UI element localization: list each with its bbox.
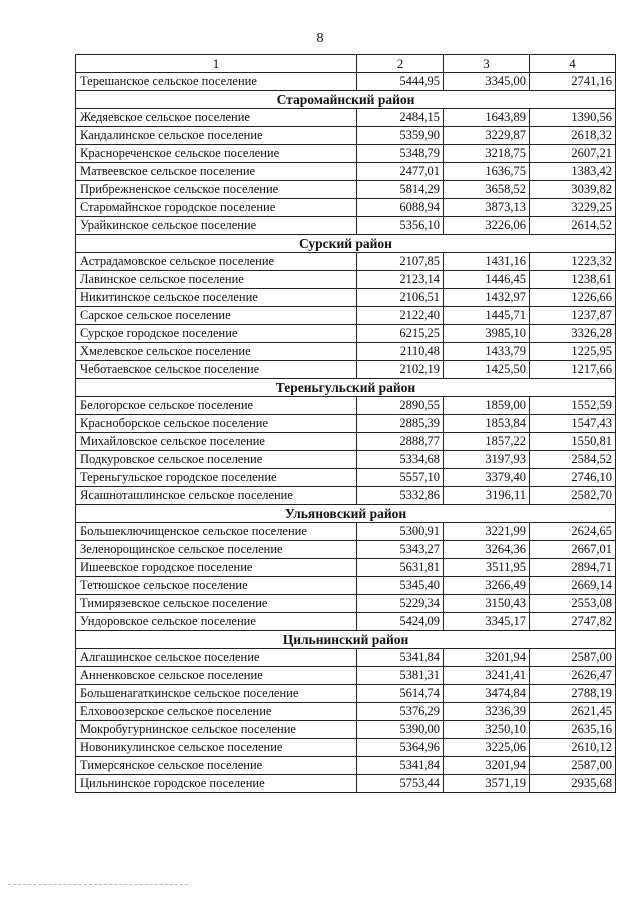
- settlement-name: Кандалинское сельское поселение: [76, 127, 357, 145]
- value-col-4: 1217,66: [530, 361, 616, 379]
- value-col-2: 6088,94: [357, 199, 444, 217]
- value-col-3: 3229,87: [444, 127, 530, 145]
- value-col-2: 2484,15: [357, 109, 444, 127]
- table-row: [76, 73, 616, 91]
- value-col-2: 5424,09: [357, 613, 444, 631]
- district-title: Сурский район: [76, 235, 616, 253]
- value-col-4: 1225,95: [530, 343, 616, 361]
- table-row: [76, 739, 616, 757]
- value-col-4: 1226,66: [530, 289, 616, 307]
- value-col-4: 2667,01: [530, 541, 616, 559]
- table-row: [76, 181, 616, 199]
- value-col-3: 3201,94: [444, 757, 530, 775]
- table-row: [76, 775, 616, 793]
- settlement-name: Ишеевское городское поселение: [76, 559, 357, 577]
- settlement-name: Ундоровское сельское поселение: [76, 613, 357, 631]
- value-col-4: 2741,16: [530, 73, 616, 91]
- value-col-2: 2107,85: [357, 253, 444, 271]
- value-col-4: 2635,16: [530, 721, 616, 739]
- value-col-3: 3474,84: [444, 685, 530, 703]
- table-row: [76, 415, 616, 433]
- value-col-2: 5348,79: [357, 145, 444, 163]
- settlement-name: Белогорское сельское поселение: [76, 397, 357, 415]
- value-col-3: 1446,45: [444, 271, 530, 289]
- value-col-3: 3201,94: [444, 649, 530, 667]
- settlement-name: Сарское сельское поселение: [76, 307, 357, 325]
- value-col-2: 2890,55: [357, 397, 444, 415]
- value-col-3: 1857,22: [444, 433, 530, 451]
- table-header-row: [76, 55, 616, 73]
- value-col-4: 3229,25: [530, 199, 616, 217]
- settlement-name: Старомайнское городское поселение: [76, 199, 357, 217]
- table-row: [76, 145, 616, 163]
- column-header: 3: [444, 55, 530, 73]
- value-col-3: 3266,49: [444, 577, 530, 595]
- value-col-2: 5332,86: [357, 487, 444, 505]
- settlement-name: Анненковское сельское поселение: [76, 667, 357, 685]
- value-col-3: 3264,36: [444, 541, 530, 559]
- value-col-2: 5359,90: [357, 127, 444, 145]
- table-row: [76, 667, 616, 685]
- value-col-4: 1237,87: [530, 307, 616, 325]
- table-row: [76, 595, 616, 613]
- value-col-2: 5341,84: [357, 757, 444, 775]
- value-col-2: 5381,31: [357, 667, 444, 685]
- value-col-2: 5341,84: [357, 649, 444, 667]
- settlement-name: Урайкинское сельское поселение: [76, 217, 357, 235]
- scan-edge-mark: [8, 884, 188, 886]
- value-col-4: 2624,65: [530, 523, 616, 541]
- table-row: [76, 703, 616, 721]
- value-col-4: 1223,32: [530, 253, 616, 271]
- value-col-4: 2584,52: [530, 451, 616, 469]
- value-col-3: 3226,06: [444, 217, 530, 235]
- district-title: Ульяновский район: [76, 505, 616, 523]
- value-col-4: 2610,12: [530, 739, 616, 757]
- settlement-name: Прибрежненское сельское поселение: [76, 181, 357, 199]
- table-row: [76, 613, 616, 631]
- table-row: [76, 163, 616, 181]
- settlement-name: Большенагаткинское сельское поселение: [76, 685, 357, 703]
- value-col-3: 3218,75: [444, 145, 530, 163]
- settlement-name: Лавинское сельское поселение: [76, 271, 357, 289]
- value-col-2: 5753,44: [357, 775, 444, 793]
- value-col-2: 5557,10: [357, 469, 444, 487]
- table-row: [76, 523, 616, 541]
- settlement-name: Терешанское сельское поселение: [76, 73, 357, 91]
- value-col-2: 2888,77: [357, 433, 444, 451]
- table-row: [76, 685, 616, 703]
- table-row: [76, 343, 616, 361]
- district-header-row: [76, 505, 616, 523]
- value-col-2: 5444,95: [357, 73, 444, 91]
- table-row: [76, 289, 616, 307]
- value-col-3: 3511,95: [444, 559, 530, 577]
- settlement-name: Сурское городское поселение: [76, 325, 357, 343]
- settlements-table: [75, 54, 616, 793]
- value-col-3: 1425,50: [444, 361, 530, 379]
- district-header-row: [76, 379, 616, 397]
- table-row: [76, 199, 616, 217]
- value-col-2: 2102,19: [357, 361, 444, 379]
- table-row: [76, 451, 616, 469]
- value-col-2: 2122,40: [357, 307, 444, 325]
- value-col-2: 5300,91: [357, 523, 444, 541]
- settlement-name: Астрадамовское сельское поселение: [76, 253, 357, 271]
- value-col-4: 2669,14: [530, 577, 616, 595]
- settlement-name: Чеботаевское сельское поселение: [76, 361, 357, 379]
- value-col-2: 5614,74: [357, 685, 444, 703]
- district-header-row: [76, 631, 616, 649]
- value-col-3: 1431,16: [444, 253, 530, 271]
- settlement-name: Елховоозерское сельское поселение: [76, 703, 357, 721]
- settlement-name: Цильнинское городское поселение: [76, 775, 357, 793]
- value-col-4: 2935,68: [530, 775, 616, 793]
- settlement-name: Никитинское сельское поселение: [76, 289, 357, 307]
- settlement-name: Матвеевское сельское поселение: [76, 163, 357, 181]
- settlement-name: Тимирязевское сельское поселение: [76, 595, 357, 613]
- value-col-4: 2587,00: [530, 757, 616, 775]
- value-col-3: 3241,41: [444, 667, 530, 685]
- table-row: [76, 541, 616, 559]
- value-col-4: 1552,59: [530, 397, 616, 415]
- table-row: [76, 307, 616, 325]
- value-col-4: 2621,45: [530, 703, 616, 721]
- settlement-name: Тимерсянское сельское поселение: [76, 757, 357, 775]
- value-col-3: 3225,06: [444, 739, 530, 757]
- value-col-2: 5345,40: [357, 577, 444, 595]
- value-col-3: 3197,93: [444, 451, 530, 469]
- value-col-2: 2123,14: [357, 271, 444, 289]
- table-row: [76, 721, 616, 739]
- value-col-4: 2607,21: [530, 145, 616, 163]
- value-col-2: 2106,51: [357, 289, 444, 307]
- value-col-3: 1859,00: [444, 397, 530, 415]
- value-col-3: 3196,11: [444, 487, 530, 505]
- value-col-2: 2885,39: [357, 415, 444, 433]
- column-header: 4: [530, 55, 616, 73]
- settlement-name: Подкуровское сельское поселение: [76, 451, 357, 469]
- value-col-2: 5343,27: [357, 541, 444, 559]
- value-col-2: 5334,68: [357, 451, 444, 469]
- value-col-4: 2788,19: [530, 685, 616, 703]
- table-row: [76, 361, 616, 379]
- value-col-4: 1547,43: [530, 415, 616, 433]
- value-col-4: 2894,71: [530, 559, 616, 577]
- value-col-3: 3571,19: [444, 775, 530, 793]
- district-title: Тереньгульский район: [76, 379, 616, 397]
- settlement-name: Тетюшское сельское поселение: [76, 577, 357, 595]
- settlement-name: Большеключищенское сельское поселение: [76, 523, 357, 541]
- settlement-name: Жедяевское сельское поселение: [76, 109, 357, 127]
- settlement-name: Зеленорощинское сельское поселение: [76, 541, 357, 559]
- table-row: [76, 109, 616, 127]
- value-col-4: 2614,52: [530, 217, 616, 235]
- table-row: [76, 757, 616, 775]
- settlement-name: Михайловское сельское поселение: [76, 433, 357, 451]
- value-col-4: 3039,82: [530, 181, 616, 199]
- table-row: [76, 487, 616, 505]
- district-title: Старомайнский район: [76, 91, 616, 109]
- district-header-row: [76, 235, 616, 253]
- value-col-2: 5229,34: [357, 595, 444, 613]
- value-col-2: 2110,48: [357, 343, 444, 361]
- value-col-3: 3658,52: [444, 181, 530, 199]
- district-header-row: [76, 91, 616, 109]
- value-col-4: 1550,81: [530, 433, 616, 451]
- value-col-3: 1445,71: [444, 307, 530, 325]
- value-col-2: 5364,96: [357, 739, 444, 757]
- value-col-2: 5631,81: [357, 559, 444, 577]
- district-title: Цильнинский район: [76, 631, 616, 649]
- value-col-3: 3985,10: [444, 325, 530, 343]
- value-col-3: 3379,40: [444, 469, 530, 487]
- settlement-name: Тереньгульское городское поселение: [76, 469, 357, 487]
- value-col-4: 2626,47: [530, 667, 616, 685]
- table-row: [76, 559, 616, 577]
- value-col-3: 3150,43: [444, 595, 530, 613]
- value-col-3: 1433,79: [444, 343, 530, 361]
- settlement-name: Алгашинское сельское поселение: [76, 649, 357, 667]
- table-row: [76, 397, 616, 415]
- settlement-name: Ясашноташлинское сельское поселение: [76, 487, 357, 505]
- settlement-name: Мокробугурнинское сельское поселение: [76, 721, 357, 739]
- table-row: [76, 253, 616, 271]
- value-col-2: 6215,25: [357, 325, 444, 343]
- value-col-3: 3221,99: [444, 523, 530, 541]
- value-col-4: 1383,42: [530, 163, 616, 181]
- settlement-name: Красноборское сельское поселение: [76, 415, 357, 433]
- settlement-name: Новоникулинское сельское поселение: [76, 739, 357, 757]
- value-col-2: 5356,10: [357, 217, 444, 235]
- value-col-4: 2618,32: [530, 127, 616, 145]
- table-row: [76, 433, 616, 451]
- table-row: [76, 217, 616, 235]
- value-col-2: 5376,29: [357, 703, 444, 721]
- value-col-3: 3345,00: [444, 73, 530, 91]
- value-col-4: 2553,08: [530, 595, 616, 613]
- table-row: [76, 271, 616, 289]
- value-col-3: 1643,89: [444, 109, 530, 127]
- table-row: [76, 127, 616, 145]
- value-col-3: 1432,97: [444, 289, 530, 307]
- value-col-3: 3236,39: [444, 703, 530, 721]
- table-body: [76, 55, 616, 793]
- table-row: [76, 649, 616, 667]
- table-row: [76, 469, 616, 487]
- settlement-name: Краснореченское сельское поселение: [76, 145, 357, 163]
- value-col-3: 3873,13: [444, 199, 530, 217]
- value-col-2: 5390,00: [357, 721, 444, 739]
- value-col-4: 2582,70: [530, 487, 616, 505]
- column-header: 1: [76, 55, 357, 73]
- value-col-2: 2477,01: [357, 163, 444, 181]
- table-row: [76, 325, 616, 343]
- value-col-4: 1238,61: [530, 271, 616, 289]
- value-col-4: 2587,00: [530, 649, 616, 667]
- value-col-3: 1636,75: [444, 163, 530, 181]
- column-header: 2: [357, 55, 444, 73]
- settlement-name: Хмелевское сельское поселение: [76, 343, 357, 361]
- table-row: [76, 577, 616, 595]
- page-number: 8: [316, 31, 324, 46]
- value-col-3: 3345,17: [444, 613, 530, 631]
- value-col-4: 2747,82: [530, 613, 616, 631]
- value-col-2: 5814,29: [357, 181, 444, 199]
- value-col-3: 1853,84: [444, 415, 530, 433]
- value-col-4: 3326,28: [530, 325, 616, 343]
- value-col-3: 3250,10: [444, 721, 530, 739]
- value-col-4: 2746,10: [530, 469, 616, 487]
- value-col-4: 1390,56: [530, 109, 616, 127]
